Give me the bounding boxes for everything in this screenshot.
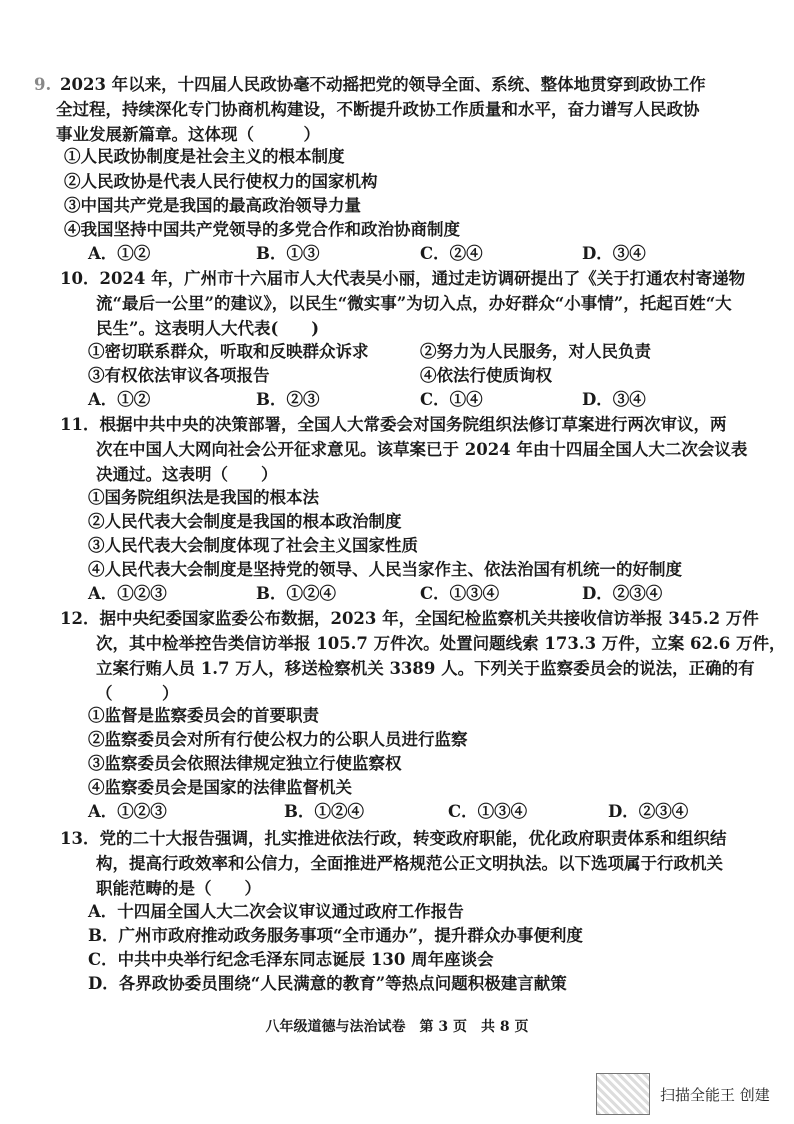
question-13-line-2: 构，提高行政效率和公信力，全面推进严格规范公正文明执法。以下选项属于行政机关 xyxy=(96,854,723,873)
question-10 xyxy=(60,266,750,341)
q10-option-1: ①密切联系群众，听取和反映群众诉求 xyxy=(88,342,369,361)
question-10-line-3: 民生”。这表明人大代表( ) xyxy=(96,319,320,338)
question-11-line-3: 决通过。这表明（ ） xyxy=(96,465,278,484)
qr-logo-icon xyxy=(596,1073,650,1115)
q10-choice-d: D．③④ xyxy=(582,390,646,409)
question-12-line-4: （ ） xyxy=(96,684,179,703)
q9-choice-a: A．①② xyxy=(88,244,151,263)
q12-option-3: ③监察委员会依照法律规定独立行使监察权 xyxy=(88,754,402,773)
question-11-line-1: 11．根据中共中央的决策部署，全国人大常委会对国务院组织法修订草案进行两次审议，两 xyxy=(60,415,727,434)
q10-choice-a: A．①② xyxy=(88,390,151,409)
question-9-number: 9. xyxy=(34,75,52,94)
question-13-line-1: 13．党的二十大报告强调，扎实推进依法行政，转变政府职能，优化政府职责体系和组织结 xyxy=(60,829,727,848)
q11-option-3: ③人民代表大会制度体现了社会主义国家性质 xyxy=(88,536,418,555)
question-11 xyxy=(60,412,750,487)
q13-option-c: C．中共中央举行纪念毛泽东同志诞辰 130 周年座谈会 xyxy=(88,950,494,969)
q12-choice-d: D．②③④ xyxy=(608,802,689,821)
question-11-number: 11． xyxy=(60,415,100,434)
q11-choice-b: B．①②④ xyxy=(256,584,336,603)
q9-choice-c: C．②④ xyxy=(420,244,483,263)
q11-choice-c: C．①③④ xyxy=(420,584,500,603)
question-12-number: 12． xyxy=(60,609,100,628)
question-13 xyxy=(60,826,750,901)
q11-option-4: ④人民代表大会制度是坚持党的领导、人民当家作主、依法治国有机统一的好制度 xyxy=(88,560,682,579)
question-12-line-3: 立案行贿人员 1.7 万人，移送检察机关 3389 人。下列关于监察委员会的说法，正确的有 xyxy=(96,659,755,678)
q9-option-3: ③中国共产党是我国的最高政治领导力量 xyxy=(64,196,361,215)
q12-choice-b: B．①②④ xyxy=(284,802,364,821)
q10-choice-c: C．①④ xyxy=(420,390,483,409)
question-9-line-1: 9. 2023 年以来，十四届人民政协毫不动摇把党的领导全面、系统、整体地贯穿到政协工作 xyxy=(56,72,746,97)
q12-choice-a: A．①②③ xyxy=(88,802,167,821)
question-9-line-3: 事业发展新篇章。这体现（ ） xyxy=(56,125,320,144)
q10-option-3: ③有权依法审议各项报告 xyxy=(88,366,270,385)
q13-option-a: A．十四届全国人大二次会议审议通过政府工作报告 xyxy=(88,902,464,921)
q9-choice-b: B．①③ xyxy=(256,244,320,263)
q10-option-4: ④依法行使质询权 xyxy=(420,366,552,385)
q11-option-1: ①国务院组织法是我国的根本法 xyxy=(88,488,319,507)
question-11-line-2: 次在中国人大网向社会公开征求意见。该草案已于 2024 年由十四届全国人大二次会议表 xyxy=(96,440,748,459)
q9-option-1: ①人民政协制度是社会主义的根本制度 xyxy=(64,147,345,166)
question-12 xyxy=(60,606,786,706)
q11-choice-d: D．②③④ xyxy=(582,584,663,603)
question-9 xyxy=(34,72,746,147)
page-footer: 八年级道德与法治试卷 第 3 页 共 8 页 xyxy=(265,1019,529,1035)
question-13-line-3: 职能范畴的是（ ） xyxy=(96,879,261,898)
q11-option-2: ②人民代表大会制度是我国的根本政治制度 xyxy=(88,512,402,531)
q9-option-2: ②人民政协是代表人民行使权力的国家机构 xyxy=(64,172,378,191)
q12-option-2: ②监察委员会对所有行使公权力的公职人员进行监察 xyxy=(88,730,468,749)
question-13-number: 13． xyxy=(60,829,100,848)
q9-choice-d: D．③④ xyxy=(582,244,646,263)
q10-choice-b: B．②③ xyxy=(256,390,320,409)
question-10-line-1: 10．2024 年，广州市十六届市人大代表吴小丽，通过走访调研提出了《关于打通农村寄递物 xyxy=(60,269,746,288)
q9-option-4: ④我国坚持中国共产党领导的多党合作和政治协商制度 xyxy=(64,220,460,239)
q12-choice-c: C．①③④ xyxy=(448,802,528,821)
q10-option-2: ②努力为人民服务，对人民负责 xyxy=(420,342,651,361)
scanner-label: 扫描全能王 创建 xyxy=(660,1085,770,1104)
q12-option-4: ④监察委员会是国家的法律监督机关 xyxy=(88,778,352,797)
question-9-line-2: 全过程，持续深化专门协商机构建设，不断提升政协工作质量和水平，奋力谱写人民政协 xyxy=(56,100,700,119)
question-12-line-2: 次，其中检举控告类信访举报 105.7 万件次。处置问题线索 173.3 万件，立案 62.6 万件， xyxy=(96,634,786,653)
question-12-line-1: 12．据中央纪委国家监委公布数据，2023 年，全国纪检监察机关共接收信访举报 345.2 万件 xyxy=(60,609,759,628)
q12-option-1: ①监督是监察委员会的首要职责 xyxy=(88,706,319,725)
question-10-line-2: 流“最后一公里”的建议》，以民生“微实事”为切入点，办好群众“小事情”，托起百姓“大 xyxy=(96,294,732,313)
q11-choice-a: A．①②③ xyxy=(88,584,167,603)
question-10-number: 10． xyxy=(60,269,100,288)
q13-option-b: B．广州市政府推动政务服务事项“全市通办”，提升群众办事便利度 xyxy=(88,926,583,945)
q13-option-d: D．各界政协委员围绕“人民满意的教育”等热点问题积极建言献策 xyxy=(88,974,567,993)
scanner-watermark xyxy=(596,1073,770,1115)
